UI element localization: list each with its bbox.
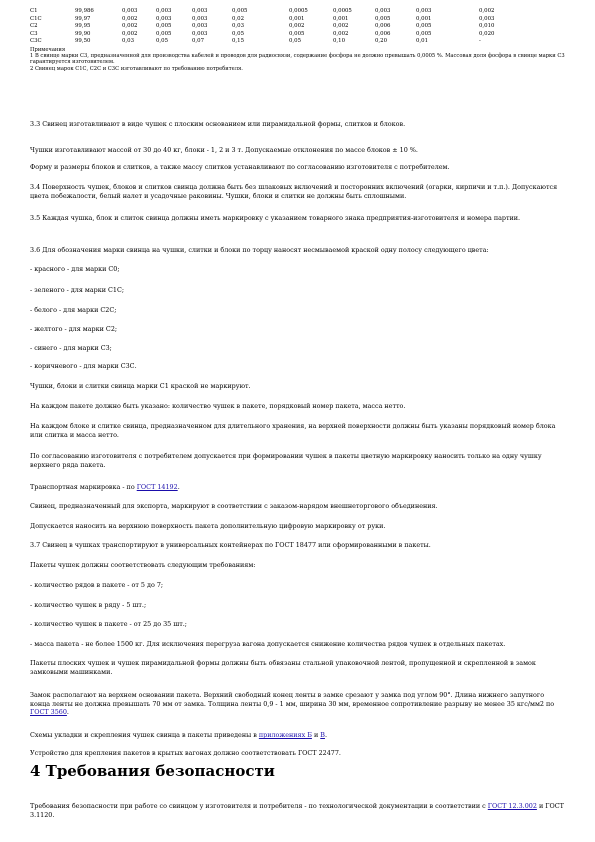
text-span: Замок располагают на верхнем основании пакета. Верхний свободный конец ленты в замке срезают у замка под углом 90°. Длина нижнего запутного конца ленты не должна превышать 70 мм от замка. Толщина ленты 0,9 - 1 мм, ширина 30 мм, временное сопротивление разрыву не менее 35 кгс/мм2 по	[30, 691, 555, 708]
para-3-4: 3.4 Поверхность чушек, блоков и слитков свинца должна быть без шлаковых включений и посторонних включений (огарки, кирпичи и т.п.). Допускаются цвета побежалости, белый налет и усадочные раковины. Чушки, блоки и слитки не должны быть сплошными.	[30, 183, 558, 200]
color-item: - синего - для марки С3;	[30, 344, 112, 352]
table-cell: 0,003	[479, 15, 495, 22]
table-cell: 0,002	[479, 8, 495, 14]
table-cell: 99,90	[75, 30, 91, 37]
para-3-7-strapping: Пакеты плоских чушек и чушек пирамидальной формы должны быть обвязаны стальной упаковочной лентой, пропущенной и скрепленной в замок замковыми машинками.	[30, 659, 536, 676]
table-cell: 0,05	[232, 30, 245, 37]
para-3-7-lock	[30, 691, 566, 717]
table-cell: 0,003	[192, 15, 208, 22]
table-cell: 0,05	[289, 38, 302, 45]
color-item: - красного - для марки С0;	[30, 265, 120, 273]
table-cell: С2	[30, 23, 38, 30]
link-appendix-b[interactable]: приложениях Б	[258, 731, 312, 739]
text-span: Схемы укладки и скрепления чушек свинца в пакеты приведены в	[30, 731, 259, 739]
table-cell: 0,003	[156, 15, 172, 22]
para-hand-marking: Допускается наносить на верхнюю поверхность пакета дополнительную цифровую маркировку от руки.	[30, 522, 386, 530]
text-span: Транспортная маркировка - по	[30, 483, 137, 491]
para-3-7: 3.7 Свинец в чушках транспортируют в универсальных контейнерах по ГОСТ 18477 или сформированными в пакеты.	[30, 541, 431, 549]
para-3-6-c1: Чушки, блоки и слитки свинца марки С1 краской не маркируют.	[30, 382, 251, 390]
req-item: - количество чушек в ряду - 5 шт.;	[30, 601, 147, 609]
table-cell: 0,005	[232, 8, 248, 14]
table-cell: 0,005	[289, 30, 305, 37]
para-3-3-mass: Чушки изготавливают массой от 30 до 40 кг, блоки - 1, 2 и 3 т. Допускаемые отклонения по массе блоков ± 10 %.	[30, 146, 418, 154]
table-cell: 0,002	[122, 23, 138, 30]
table-cell: С1	[30, 8, 38, 14]
note-1: 1 В свинце марки С3, предназначенной для производства кабелей и проводов для радиосвязи, содержание фосфора не должно превышать 0,0005 %. Массовая доля фосфора в свинце марки С3 гарантируется изготовителем.	[30, 53, 565, 66]
table-cell: 0,0005	[289, 8, 308, 14]
para-3-6-package: На каждом пакете должно быть указано: количество чушек в пакете, порядковый номер пакета, масса нетто.	[30, 402, 406, 410]
table-cell: 0,10	[333, 38, 346, 45]
text-span: .	[177, 483, 180, 491]
table-cell: 0,006	[375, 23, 391, 30]
text-span: .	[66, 708, 69, 717]
table-row	[30, 8, 566, 16]
table-row	[30, 16, 566, 24]
para-export: Свинец, предназначенный для экспорта, маркируют в соответствии с заказом-нарядом внешнеторгового объединения.	[30, 502, 438, 510]
para-3-3: 3.3 Свинец изготавливают в виде чушек с плоским основанием или пирамидальной формы, слитков и блоков.	[30, 120, 406, 128]
table-cell: 0,020	[479, 30, 495, 37]
color-item: - белого - для марки С2С;	[30, 306, 117, 314]
para-4-1	[30, 802, 566, 819]
table-cell: 0,010	[479, 23, 495, 30]
document-page	[30, 8, 566, 819]
section-heading-safety: 4 Требования безопасности	[30, 762, 275, 780]
table-cell: 0,003	[375, 8, 391, 14]
link-appendix-v[interactable]: В	[320, 731, 325, 739]
table-row	[30, 23, 566, 31]
note-2: 2 Свинец марок С1С, С2С и С3С изготавливают по требованию потребителя.	[30, 65, 243, 72]
table-cell: 0,002	[122, 15, 138, 22]
table-cell: 0,005	[156, 23, 172, 30]
para-3-7-schemes	[30, 731, 566, 740]
text-span: Требования безопасности при работе со свинцом у изготовителя и потребителя - по технологической документации в соответствии с	[30, 802, 488, 810]
table-cell: С1С	[30, 15, 42, 22]
table-cell: 0,0005	[333, 8, 352, 14]
table-cell: 0,006	[375, 30, 391, 37]
para-3-7-requirements: Пакеты чушек должны соответствовать следующим требованиям:	[30, 561, 256, 569]
notes-title: Примечания	[30, 46, 66, 53]
table-cell: 0,003	[122, 8, 138, 14]
table-cell: 0,001	[333, 15, 349, 22]
table-cell: 0,001	[416, 15, 432, 22]
table-cell: С3	[30, 30, 38, 37]
table-cell: 99,986	[75, 8, 94, 14]
para-3-5: 3.5 Каждая чушка, блок и слиток свинца должны иметь маркировку с указанием товарного знака предприятия-изготовителя и номера партии.	[30, 214, 521, 222]
table-cell: 99,97	[75, 15, 91, 22]
para-3-6-block: На каждом блоке и слитке свинца, предназначенном для длительного хранения, на верхней поверхности должны быть указаны порядковый номер блока или слитка и масса нетто.	[30, 422, 556, 439]
table-cell: 0,005	[156, 30, 172, 37]
table-cell: 0,15	[232, 38, 245, 45]
color-item: - желтого - для марки С2;	[30, 325, 118, 333]
table-notes	[30, 47, 566, 72]
para-transport-marking	[30, 483, 566, 492]
text-span: и ГОСТ 3.1120.	[30, 802, 564, 819]
req-item: - количество чушек в пакете - от 25 до 35 шт.;	[30, 620, 187, 628]
table-cell: 0,07	[192, 38, 205, 45]
table-cell: -	[479, 38, 481, 45]
table-cell: 0,003	[192, 8, 208, 14]
table-cell: 0,02	[232, 15, 245, 22]
table-cell: 0,002	[289, 23, 305, 30]
link-gost-3560[interactable]: ГОСТ 3560	[30, 708, 67, 717]
link-gost-14192[interactable]: ГОСТ 14192	[136, 483, 178, 491]
table-row	[30, 38, 566, 46]
composition-table	[30, 8, 566, 46]
table-cell: 0,20	[375, 38, 388, 45]
table-cell: 0,002	[333, 30, 349, 37]
table-cell: 0,03	[232, 23, 245, 30]
table-cell: 0,003	[156, 8, 172, 14]
table-cell: 0,002	[333, 23, 349, 30]
para-3-7-fastening: Устройство для крепления пакетов в крытых вагонах должно соответствовать ГОСТ 22477.	[30, 749, 341, 757]
table-cell: С3С	[30, 38, 42, 45]
table-cell: 0,001	[289, 15, 305, 22]
table-cell: 0,003	[416, 8, 432, 14]
table-cell: 0,002	[122, 30, 138, 37]
table-cell: 0,005	[375, 15, 391, 22]
para-3-6: 3.6 Для обозначения марки свинца на чушки, слитки и блоки по торцу наносят несмываемой краской одну полосу следующего цвета:	[30, 246, 489, 254]
table-cell: 0,005	[416, 30, 432, 37]
table-cell: 0,003	[192, 30, 208, 37]
table-cell: 0,003	[192, 23, 208, 30]
para-3-3-shape: Форму и размеры блоков и слитков, а также массу слитков устанавливают по согласованию изготовителя с потребителем.	[30, 163, 450, 171]
table-cell: 0,05	[156, 38, 169, 45]
table-row	[30, 31, 566, 39]
req-item: - количество рядов в пакете - от 5 до 7;	[30, 581, 164, 589]
link-gost-12-3-002[interactable]: ГОСТ 12.3.002	[487, 802, 537, 810]
text-span: .	[324, 731, 327, 739]
para-3-6-agreement: По согласованию изготовителя с потребителем допускается при формировании чушек в пакеты цветную маркировку наносить только на одну чушку верхнего ряда пакета.	[30, 452, 542, 469]
text-span: и	[311, 731, 321, 739]
table-cell: 99,50	[75, 38, 91, 45]
table-cell: 0,03	[122, 38, 135, 45]
color-item: - коричневого - для марки С3С.	[30, 362, 137, 370]
table-cell: 0,005	[416, 23, 432, 30]
table-cell: 99,95	[75, 23, 91, 30]
table-cell: 0,01	[416, 38, 429, 45]
req-item: - масса пакета - не более 1500 кг. Для исключения перегруза вагона допускается снижение количества рядов чушек в отдельных пакетах.	[30, 640, 506, 648]
color-item: - зеленого - для марки С1С;	[30, 286, 125, 294]
